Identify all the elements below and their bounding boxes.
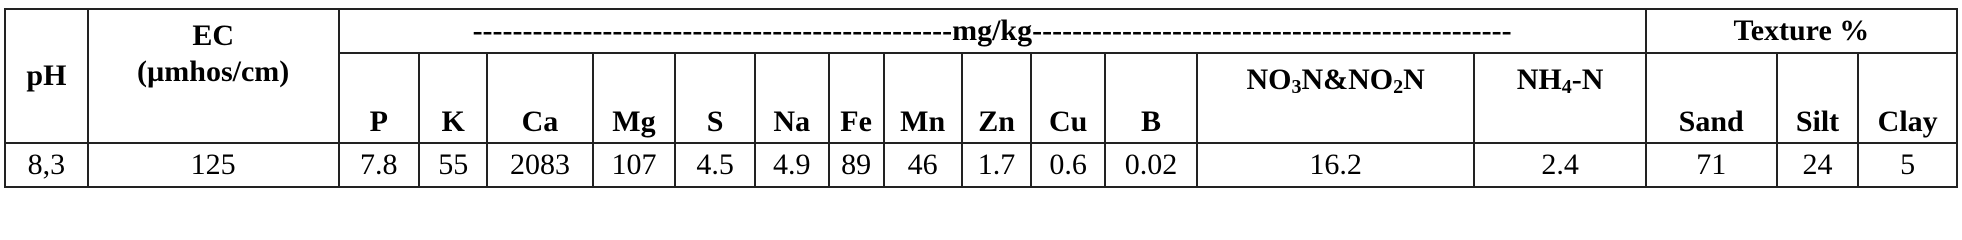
header-row-1 — [5, 9, 1957, 53]
fe-header: Fe — [829, 53, 884, 143]
soil-analysis-table — [4, 8, 1958, 188]
no3n-no2n-value: 16.2 — [1197, 143, 1475, 187]
na-value: 4.9 — [755, 143, 829, 187]
nh4-text-a: NH — [1516, 63, 1562, 96]
ph-value: 8,3 — [5, 143, 88, 187]
s-header: S — [675, 53, 754, 143]
zn-header: Zn — [962, 53, 1031, 143]
na-header: Na — [755, 53, 829, 143]
no3-text-b: N&NO — [1301, 63, 1394, 96]
nh4n-header — [1474, 53, 1645, 143]
no2-subscript: 2 — [1393, 76, 1404, 98]
no3-text-a: NO — [1246, 63, 1292, 96]
ca-value: 2083 — [487, 143, 592, 187]
nh4n-value: 2.4 — [1474, 143, 1645, 187]
ec-header-line1: EC — [192, 19, 234, 52]
ec-header-line2: (µmhos/cm) — [137, 55, 290, 88]
clay-header: Clay — [1858, 53, 1957, 143]
b-header: B — [1105, 53, 1197, 143]
zn-value: 1.7 — [962, 143, 1031, 187]
b-value: 0.02 — [1105, 143, 1197, 187]
cu-value: 0.6 — [1031, 143, 1105, 187]
no3-text-c: N — [1403, 63, 1425, 96]
ca-header: Ca — [487, 53, 592, 143]
p-value: 7.8 — [339, 143, 420, 187]
mgkg-group-header: ------------------------------------------------mg/kg------------------------------------------------ — [339, 9, 1646, 53]
texture-group-header: Texture % — [1646, 9, 1957, 53]
k-header: K — [419, 53, 487, 143]
s-value: 4.5 — [675, 143, 754, 187]
sand-header: Sand — [1646, 53, 1777, 143]
values-row — [5, 143, 1957, 187]
mg-header: Mg — [593, 53, 676, 143]
ec-header — [88, 9, 339, 143]
no3-subscript: 3 — [1291, 76, 1302, 98]
ec-value: 125 — [88, 143, 339, 187]
silt-value: 24 — [1777, 143, 1859, 187]
ph-header: pH — [5, 9, 88, 143]
nh4-subscript: 4 — [1561, 76, 1572, 98]
nh4-text-b: -N — [1571, 63, 1604, 96]
p-header: P — [339, 53, 420, 143]
fe-value: 89 — [829, 143, 884, 187]
mn-header: Mn — [884, 53, 962, 143]
clay-value: 5 — [1858, 143, 1957, 187]
no3n-no2n-header — [1197, 53, 1475, 143]
mn-value: 46 — [884, 143, 962, 187]
cu-header: Cu — [1031, 53, 1105, 143]
k-value: 55 — [419, 143, 487, 187]
sand-value: 71 — [1646, 143, 1777, 187]
silt-header: Silt — [1777, 53, 1859, 143]
mg-value: 107 — [593, 143, 676, 187]
